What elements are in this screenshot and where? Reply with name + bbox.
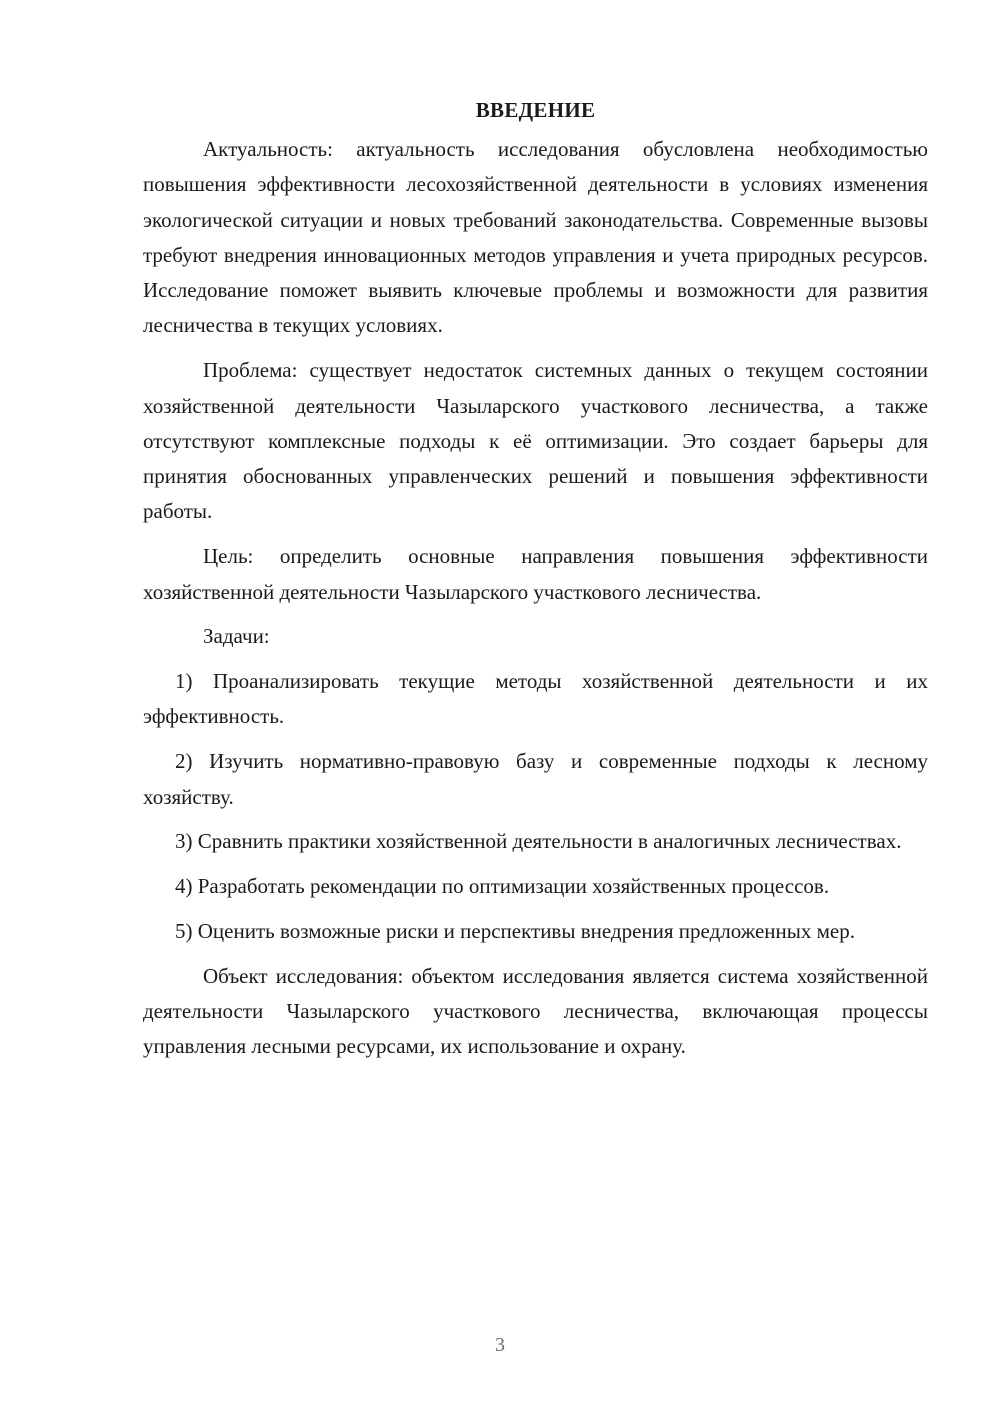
paragraph-goal: Цель: определить основные направления повышения эффективности хозяйственной деятельности Чазыларского участкового лесничества. bbox=[143, 544, 928, 604]
paragraph-problem: Проблема: существует недостаток системных данных о текущем состоянии хозяйственной деятельности Чазыларского участкового лесничества, а также отсутствуют комплексные подходы к её оптимизации. Это создает барьеры для принятия обоснованных управленческих решений и повышения эффективности работы. bbox=[143, 358, 928, 524]
task-item-3: 3) Сравнить практики хозяйственной деятельности в аналогичных лесничествах. bbox=[175, 829, 902, 854]
paragraph-object: Объект исследования: объектом исследования является система хозяйственной деятельности Чазыларского участкового лесничества, включающая процессы управления лесными ресурсами, их использование и охрану. bbox=[143, 963, 928, 1059]
task-item-4: 4) Разработать рекомендации по оптимизации хозяйственных процессов. bbox=[175, 874, 830, 899]
page-number: 3 bbox=[495, 1334, 505, 1356]
task-item-2: 2) Изучить нормативно-правовую базу и современные подходы к лесному хозяйству. bbox=[143, 749, 928, 809]
paragraph-relevance: Актуальность: актуальность исследования обусловлена необходимостью повышения эффективности лесохозяйственной деятельности в условиях изменения экологической ситуации и новых требований законодательства. Современные вызовы требуют внедрения инновационных методов управления и учета природных ресурсов. Исследование поможет выявить ключевые проблемы и возможности для развития лесничества в текущих условиях. bbox=[143, 137, 928, 338]
task-item-1: 1) Проанализировать текущие методы хозяйственной деятельности и их эффективность. bbox=[143, 669, 928, 729]
task-item-5: 5) Оценить возможные риски и перспективы внедрения предложенных мер. bbox=[175, 918, 855, 943]
section-title: ВВЕДЕНИЕ bbox=[475, 98, 596, 122]
tasks-heading: Задачи: bbox=[203, 624, 270, 649]
document-page bbox=[143, 88, 928, 1065]
